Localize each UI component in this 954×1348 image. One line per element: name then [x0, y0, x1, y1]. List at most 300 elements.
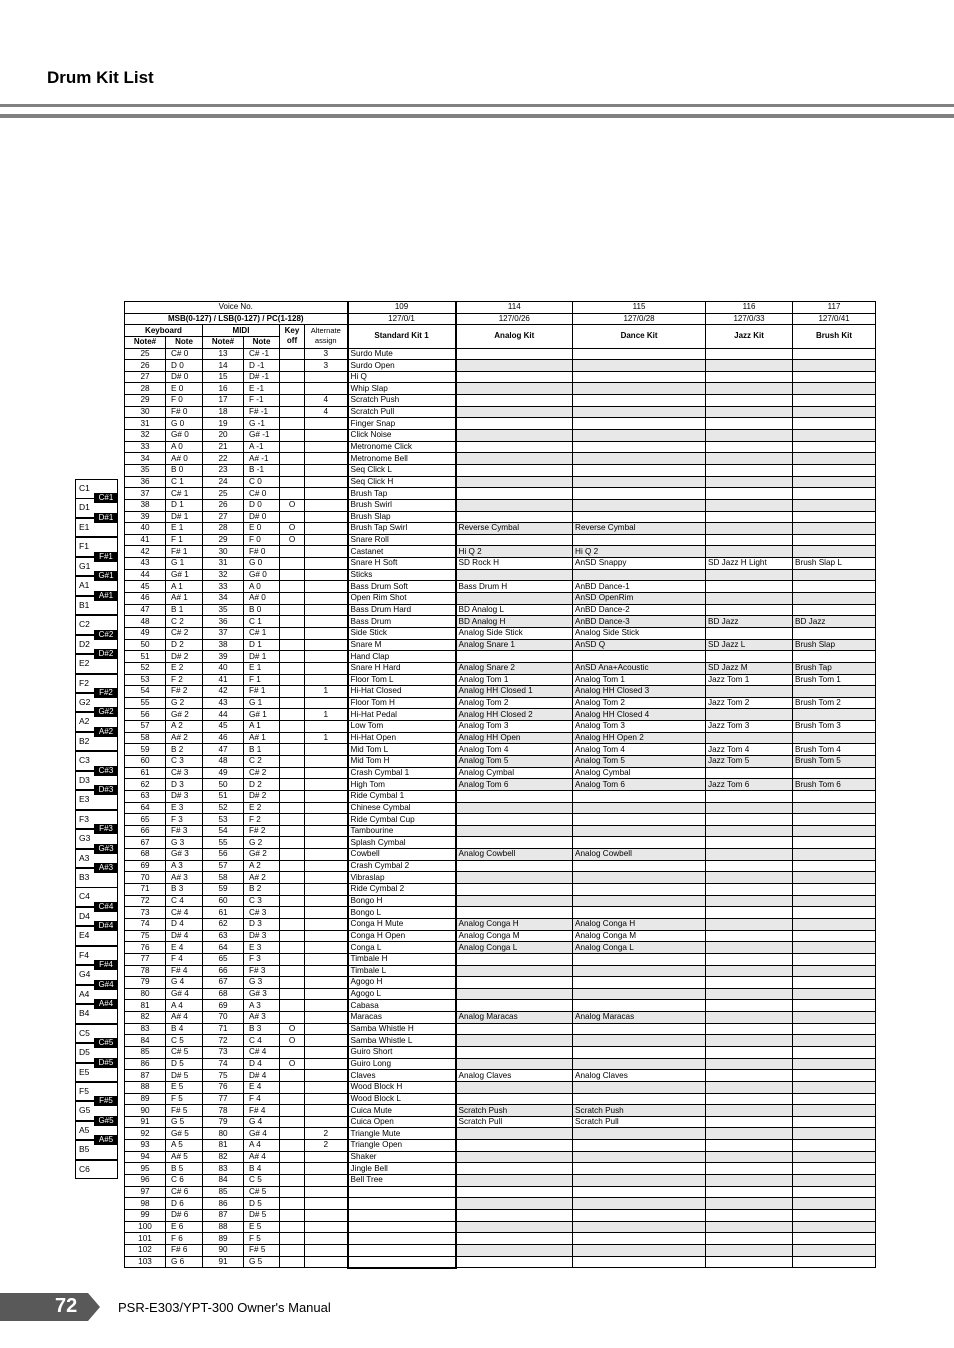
- alternate-assign: [305, 1070, 348, 1082]
- alternate-assign: [305, 593, 348, 605]
- drum-kit-table: [124, 301, 876, 1269]
- keyboard-note: A# 0: [166, 453, 203, 465]
- black-key: F#1: [94, 552, 118, 562]
- dance-kit-voice: Scratch Push: [573, 1105, 706, 1117]
- midi-note-num: 56: [203, 849, 244, 861]
- keyboard-note-num: 76: [125, 942, 166, 954]
- analog-kit-voice: SD Rock H: [456, 558, 573, 570]
- table-row: [125, 790, 876, 802]
- brush-kit-voice: [793, 872, 876, 884]
- midi-note: F -1: [244, 395, 280, 407]
- brush-kit-voice: [793, 593, 876, 605]
- key-off-label: Key off: [280, 325, 305, 348]
- dance-kit-voice: [573, 1128, 706, 1140]
- brush-kit-voice: [793, 383, 876, 395]
- keyboard-note-num: 83: [125, 1023, 166, 1035]
- standard-kit-voice: Side Stick: [348, 627, 456, 639]
- keyboard-note: G# 5: [166, 1128, 203, 1140]
- jazz-kit-voice: [706, 1058, 793, 1070]
- analog-kit-voice: Analog Tom 3: [456, 721, 573, 733]
- analog-kit-voice: Analog Maracas: [456, 1012, 573, 1024]
- keyboard-note: A 5: [166, 1140, 203, 1152]
- key-off: [280, 732, 305, 744]
- jazz-kit-voice: [706, 1105, 793, 1117]
- standard-kit-voice: Timbale L: [348, 965, 456, 977]
- table-row: [125, 977, 876, 989]
- alternate-assign: [305, 1163, 348, 1175]
- table-row: [125, 441, 876, 453]
- brush-kit-voice: Brush Tom 6: [793, 779, 876, 791]
- analog-kit-voice: [456, 593, 573, 605]
- alternate-assign: [305, 674, 348, 686]
- alternate-assign: [305, 1047, 348, 1059]
- key-off: [280, 1163, 305, 1175]
- key-off: [280, 593, 305, 605]
- midi-note: D 3: [244, 918, 280, 930]
- keyboard-note-num: 72: [125, 895, 166, 907]
- midi-note: B 4: [244, 1163, 280, 1175]
- white-key: G3: [75, 829, 118, 849]
- standard-kit-voice: Cuica Mute: [348, 1105, 456, 1117]
- brush-kit-voice: [793, 581, 876, 593]
- analog-kit-voice: [456, 1093, 573, 1105]
- table-row: [125, 1175, 876, 1187]
- alternate-assign: [305, 383, 348, 395]
- analog-kit-voice: [456, 965, 573, 977]
- brush-kit-voice: [793, 604, 876, 616]
- brush-kit-voice: [793, 546, 876, 558]
- white-key: B4: [75, 1004, 118, 1024]
- dance-kit-voice: Analog Tom 3: [573, 721, 706, 733]
- alternate-assign: [305, 418, 348, 430]
- analog-kit-voice: [456, 488, 573, 500]
- white-key: F3: [75, 810, 118, 830]
- table-row: [125, 895, 876, 907]
- standard-kit-voice: Metronome Bell: [348, 453, 456, 465]
- analog-kit-voice: [456, 511, 573, 523]
- analog-kit-voice: [456, 1209, 573, 1221]
- key-off: [280, 348, 305, 360]
- analog-kit-voice: Hi Q 2: [456, 546, 573, 558]
- kit-no: 116: [706, 302, 793, 314]
- alternate-assign: [305, 744, 348, 756]
- white-key: G4: [75, 965, 118, 985]
- midi-note-num: 16: [203, 383, 244, 395]
- table-row: [125, 1128, 876, 1140]
- dance-kit-voice: [573, 569, 706, 581]
- midi-note: A 4: [244, 1140, 280, 1152]
- midi-note-num-label: Note#: [203, 336, 244, 348]
- table-row: [125, 371, 876, 383]
- dance-kit-voice: [573, 418, 706, 430]
- brush-kit-voice: [793, 441, 876, 453]
- standard-kit-voice: Seq Click H: [348, 476, 456, 488]
- brush-kit-voice: [793, 488, 876, 500]
- keyboard-note: F# 3: [166, 825, 203, 837]
- alternate-assign: [305, 1058, 348, 1070]
- key-off: [280, 1116, 305, 1128]
- key-off: [280, 918, 305, 930]
- black-key: D#1: [94, 513, 118, 523]
- kit-pc: 127/0/26: [456, 313, 573, 325]
- analog-kit-voice: [456, 476, 573, 488]
- midi-note-num: 41: [203, 674, 244, 686]
- white-key: A1: [75, 576, 118, 596]
- midi-note-num: 72: [203, 1035, 244, 1047]
- alternate-assign: [305, 1221, 348, 1233]
- keyboard-note-num: 94: [125, 1151, 166, 1163]
- jazz-kit-voice: [706, 1047, 793, 1059]
- dance-kit-voice: [573, 1163, 706, 1175]
- midi-note-num: 76: [203, 1081, 244, 1093]
- key-off: [280, 779, 305, 791]
- key-off: [280, 383, 305, 395]
- table-row: [125, 383, 876, 395]
- table-row: [125, 849, 876, 861]
- white-key: B3: [75, 868, 118, 888]
- alternate-assign: [305, 755, 348, 767]
- jazz-kit-voice: [706, 1081, 793, 1093]
- key-off: [280, 837, 305, 849]
- table-row: [125, 1198, 876, 1210]
- midi-note: C# 5: [244, 1186, 280, 1198]
- keyboard-note-num: 97: [125, 1186, 166, 1198]
- standard-kit-voice: Castanet: [348, 546, 456, 558]
- midi-note: C 3: [244, 895, 280, 907]
- table-row: [125, 651, 876, 663]
- alternate-assign: [305, 523, 348, 535]
- analog-kit-voice: [456, 1198, 573, 1210]
- keyboard-note-num: 30: [125, 406, 166, 418]
- jazz-kit-voice: [706, 837, 793, 849]
- standard-kit-voice: [348, 1256, 456, 1268]
- keyboard-note: D# 2: [166, 651, 203, 663]
- table-row: [125, 709, 876, 721]
- keyboard-note: D# 6: [166, 1209, 203, 1221]
- standard-kit-voice: [348, 1244, 456, 1256]
- table-row: [125, 1105, 876, 1117]
- dance-kit-voice: Analog Claves: [573, 1070, 706, 1082]
- midi-note-num: 54: [203, 825, 244, 837]
- dance-kit-voice: [573, 348, 706, 360]
- alternate-assign: [305, 895, 348, 907]
- keyboard-note: D 2: [166, 639, 203, 651]
- standard-kit-voice: Bongo H: [348, 895, 456, 907]
- key-off: O: [280, 499, 305, 511]
- standard-kit-voice: Finger Snap: [348, 418, 456, 430]
- table-row: [125, 755, 876, 767]
- black-key: A#1: [94, 591, 118, 601]
- midi-note-num: 85: [203, 1186, 244, 1198]
- keyboard-note-num-label: Note#: [125, 336, 166, 348]
- midi-note-num: 68: [203, 988, 244, 1000]
- brush-kit-voice: Brush Tom 2: [793, 697, 876, 709]
- keyboard-note: B 3: [166, 884, 203, 896]
- midi-note: D 5: [244, 1198, 280, 1210]
- keyboard-note-num: 51: [125, 651, 166, 663]
- dance-kit-voice: [573, 814, 706, 826]
- dance-kit-voice: [573, 1256, 706, 1268]
- keyboard-note-num: 49: [125, 627, 166, 639]
- standard-kit-voice: Brush Swirl: [348, 499, 456, 511]
- dance-kit-voice: [573, 1058, 706, 1070]
- standard-kit-voice: [348, 1209, 456, 1221]
- brush-kit-voice: [793, 849, 876, 861]
- midi-note-label: Note: [244, 336, 280, 348]
- key-off: O: [280, 1058, 305, 1070]
- brush-kit-voice: [793, 523, 876, 535]
- midi-note: D# -1: [244, 371, 280, 383]
- keyboard-note-num: 34: [125, 453, 166, 465]
- keyboard-note: D# 0: [166, 371, 203, 383]
- standard-kit-voice: Hi Q: [348, 371, 456, 383]
- table-row: [125, 1047, 876, 1059]
- white-key: B1: [75, 596, 118, 616]
- midi-note: G 0: [244, 558, 280, 570]
- table-row: [125, 721, 876, 733]
- table-row: [125, 604, 876, 616]
- jazz-kit-voice: [706, 395, 793, 407]
- midi-note: D# 4: [244, 1070, 280, 1082]
- key-off: [280, 441, 305, 453]
- brush-kit-voice: [793, 790, 876, 802]
- alternate-assign: [305, 930, 348, 942]
- keyboard-note: G 5: [166, 1116, 203, 1128]
- analog-kit-voice: [456, 383, 573, 395]
- alternate-assign: 3: [305, 348, 348, 360]
- table-row: [125, 1116, 876, 1128]
- table-row: [125, 953, 876, 965]
- standard-kit-voice: Scratch Push: [348, 395, 456, 407]
- dance-kit-voice: Analog Side Stick: [573, 627, 706, 639]
- keyboard-note: D 4: [166, 918, 203, 930]
- white-key: D5: [75, 1043, 118, 1063]
- table-row: [125, 488, 876, 500]
- midi-note: C# 3: [244, 907, 280, 919]
- midi-note-num: 36: [203, 616, 244, 628]
- black-key: F#3: [94, 824, 118, 834]
- white-key: A5: [75, 1121, 118, 1141]
- keyboard-note: F 6: [166, 1233, 203, 1245]
- keyboard-note: G 6: [166, 1256, 203, 1268]
- jazz-kit-voice: Jazz Tom 4: [706, 744, 793, 756]
- analog-kit-voice: Analog HH Closed 2: [456, 709, 573, 721]
- midi-note-num: 65: [203, 953, 244, 965]
- white-key: G2: [75, 693, 118, 713]
- jazz-kit-voice: [706, 1175, 793, 1187]
- standard-kit-voice: Surdo Mute: [348, 348, 456, 360]
- white-key: E5: [75, 1063, 118, 1083]
- table-row: [125, 1070, 876, 1082]
- midi-note: B 3: [244, 1023, 280, 1035]
- midi-note-num: 34: [203, 593, 244, 605]
- brush-kit-voice: [793, 732, 876, 744]
- jazz-kit-voice: [706, 872, 793, 884]
- jazz-kit-voice: [706, 523, 793, 535]
- table-row: [125, 1035, 876, 1047]
- midi-note: C# 2: [244, 767, 280, 779]
- midi-note: A 1: [244, 721, 280, 733]
- key-off: [280, 942, 305, 954]
- midi-note: D# 1: [244, 651, 280, 663]
- brush-kit-voice: [793, 1047, 876, 1059]
- white-key: A3: [75, 849, 118, 869]
- black-key: G#1: [94, 571, 118, 581]
- brush-kit-voice: Brush Slap L: [793, 558, 876, 570]
- dance-kit-voice: Analog Conga M: [573, 930, 706, 942]
- analog-kit-voice: BD Analog L: [456, 604, 573, 616]
- brush-kit-voice: [793, 1175, 876, 1187]
- white-key: C1: [75, 479, 118, 499]
- standard-kit-voice: Floor Tom H: [348, 697, 456, 709]
- analog-kit-voice: Analog Side Stick: [456, 627, 573, 639]
- midi-note-num: 28: [203, 523, 244, 535]
- midi-note-num: 70: [203, 1012, 244, 1024]
- standard-kit-voice: [348, 1186, 456, 1198]
- keyboard-note-num: 26: [125, 360, 166, 372]
- keyboard-note-num: 61: [125, 767, 166, 779]
- midi-note-num: 79: [203, 1116, 244, 1128]
- alternate-assign: [305, 604, 348, 616]
- table-row: [125, 1012, 876, 1024]
- keyboard-note-num: 90: [125, 1105, 166, 1117]
- key-off: [280, 872, 305, 884]
- keyboard-note-num: 57: [125, 721, 166, 733]
- key-off: [280, 581, 305, 593]
- key-off: [280, 360, 305, 372]
- standard-kit-voice: Ride Cymbal Cup: [348, 814, 456, 826]
- msb-lsb-pc-label: MSB(0-127) / LSB(0-127) / PC(1-128): [125, 313, 348, 325]
- table-row: [125, 674, 876, 686]
- standard-kit-voice: Splash Cymbal: [348, 837, 456, 849]
- analog-kit-voice: [456, 348, 573, 360]
- keyboard-note-num: 68: [125, 849, 166, 861]
- white-key: A4: [75, 985, 118, 1005]
- jazz-kit-voice: [706, 825, 793, 837]
- midi-note-num: 21: [203, 441, 244, 453]
- midi-note: C 2: [244, 755, 280, 767]
- keyboard-note: C 4: [166, 895, 203, 907]
- brush-kit-voice: [793, 476, 876, 488]
- jazz-kit-voice: [706, 1070, 793, 1082]
- jazz-kit-voice: [706, 371, 793, 383]
- keyboard-note-num: 64: [125, 802, 166, 814]
- keyboard-note-num: 87: [125, 1070, 166, 1082]
- alternate-assign: 4: [305, 395, 348, 407]
- keyboard-note-num: 67: [125, 837, 166, 849]
- dance-kit-voice: [573, 872, 706, 884]
- keyboard-note: F 1: [166, 534, 203, 546]
- midi-note-num: 75: [203, 1070, 244, 1082]
- analog-kit-voice: [456, 1140, 573, 1152]
- midi-note: D 1: [244, 639, 280, 651]
- keyboard-note-num: 50: [125, 639, 166, 651]
- key-off: [280, 1000, 305, 1012]
- midi-note-num: 71: [203, 1023, 244, 1035]
- standard-kit-voice: Tambourine: [348, 825, 456, 837]
- table-row: [125, 1000, 876, 1012]
- brush-kit-voice: [793, 1105, 876, 1117]
- white-key: G1: [75, 557, 118, 577]
- brush-kit-voice: [793, 709, 876, 721]
- standard-kit-voice: Scratch Pull: [348, 406, 456, 418]
- jazz-kit-voice: [706, 1209, 793, 1221]
- midi-note-num: 81: [203, 1140, 244, 1152]
- midi-note-num: 58: [203, 872, 244, 884]
- brush-kit-voice: [793, 1244, 876, 1256]
- alternate-assign: [305, 814, 348, 826]
- alternate-assign: 1: [305, 709, 348, 721]
- black-key: G#5: [94, 1116, 118, 1126]
- alternate-assign-label: Alternate assign: [305, 325, 348, 348]
- jazz-kit-voice: [706, 884, 793, 896]
- midi-note-num: 82: [203, 1151, 244, 1163]
- jazz-kit-voice: [706, 453, 793, 465]
- analog-kit-voice: Analog Cymbal: [456, 767, 573, 779]
- standard-kit-voice: Crash Cymbal 2: [348, 860, 456, 872]
- key-off: [280, 511, 305, 523]
- key-off: [280, 744, 305, 756]
- keyboard-note: D 0: [166, 360, 203, 372]
- key-off: [280, 814, 305, 826]
- keyboard-note-num: 45: [125, 581, 166, 593]
- jazz-kit-voice: [706, 546, 793, 558]
- midi-note-num: 91: [203, 1256, 244, 1268]
- brush-kit-voice: [793, 1058, 876, 1070]
- dance-kit-voice: [573, 395, 706, 407]
- midi-note: F 3: [244, 953, 280, 965]
- brush-kit-voice: [793, 1116, 876, 1128]
- keyboard-note-num: 28: [125, 383, 166, 395]
- jazz-kit-voice: [706, 418, 793, 430]
- standard-kit-voice: Snare Roll: [348, 534, 456, 546]
- jazz-kit-voice: [706, 360, 793, 372]
- jazz-kit-voice: [706, 1023, 793, 1035]
- analog-kit-voice: [456, 1058, 573, 1070]
- kit-name: Brush Kit: [793, 325, 876, 348]
- midi-note: C 0: [244, 476, 280, 488]
- midi-note: C 5: [244, 1175, 280, 1187]
- alternate-assign: [305, 453, 348, 465]
- keyboard-note-label: Note: [166, 336, 203, 348]
- table-row: [125, 558, 876, 570]
- brush-kit-voice: [793, 907, 876, 919]
- alternate-assign: [305, 1081, 348, 1093]
- keyboard-note-num: 98: [125, 1198, 166, 1210]
- dance-kit-voice: [573, 651, 706, 663]
- midi-note-num: 63: [203, 930, 244, 942]
- analog-kit-voice: [456, 907, 573, 919]
- keyboard-note: G# 3: [166, 849, 203, 861]
- alternate-assign: [305, 697, 348, 709]
- alternate-assign: 1: [305, 686, 348, 698]
- midi-note: A# 3: [244, 1012, 280, 1024]
- key-off: [280, 790, 305, 802]
- midi-note: D 4: [244, 1058, 280, 1070]
- midi-note-num: 47: [203, 744, 244, 756]
- key-off: [280, 1209, 305, 1221]
- alternate-assign: [305, 907, 348, 919]
- key-off: [280, 651, 305, 663]
- dance-kit-voice: Hi Q 2: [573, 546, 706, 558]
- keyboard-note-num: 75: [125, 930, 166, 942]
- key-off: [280, 488, 305, 500]
- black-key: F#4: [94, 960, 118, 970]
- midi-note-num: 31: [203, 558, 244, 570]
- brush-kit-voice: [793, 977, 876, 989]
- alternate-assign: [305, 802, 348, 814]
- white-key: B2: [75, 732, 118, 752]
